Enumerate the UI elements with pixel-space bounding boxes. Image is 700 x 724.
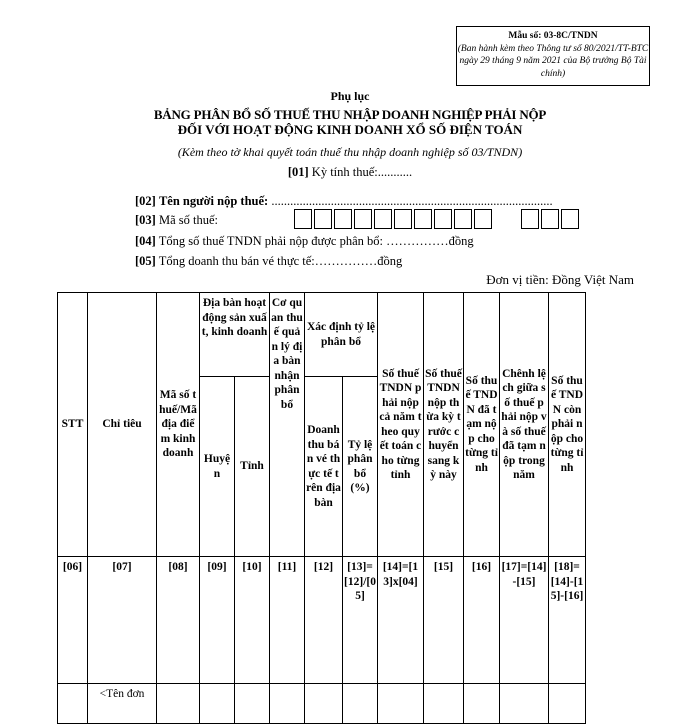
allocation-table bbox=[57, 292, 586, 724]
appendix-label: Phụ lục bbox=[330, 89, 370, 103]
taxid-row bbox=[135, 213, 218, 228]
row1-cell bbox=[270, 684, 305, 724]
currency-unit: Đơn vị tiền: Đồng Việt Nam bbox=[486, 272, 634, 287]
taxid-digit-box bbox=[294, 209, 312, 229]
colnum-07: [07] bbox=[88, 557, 157, 684]
header-doanh-thu: Doanh thu bán vé thực tế trên địa bàn bbox=[305, 377, 343, 557]
taxid-digit-box bbox=[354, 209, 372, 229]
header-col-15: Số thuế TNDN nộp thừa kỳ trước chuyển sang kỳ này bbox=[424, 293, 464, 557]
taxid-digit-box bbox=[474, 209, 492, 229]
header-stt: STT bbox=[58, 293, 88, 557]
total-tax-text: Tổng số thuế TNDN phải nộp được phân bổ: ……………đồng bbox=[158, 234, 474, 248]
row1-cell bbox=[464, 684, 500, 724]
colnum-14: [14]=[13]x[04] bbox=[378, 557, 424, 684]
total-tax-code: [04] bbox=[135, 234, 156, 248]
colnum-06: [06] bbox=[58, 557, 88, 684]
title-line-2: ĐỐI VỚI HOẠT ĐỘNG KINH DOANH XỔ SỐ ĐIỆN TOÁN bbox=[177, 122, 523, 137]
row1-cell bbox=[378, 684, 424, 724]
form-code-box bbox=[456, 26, 650, 86]
row1-cell bbox=[200, 684, 235, 724]
header-chi-tieu: Chỉ tiêu bbox=[88, 293, 157, 557]
taxid-digit-box bbox=[334, 209, 352, 229]
revenue-code: [05] bbox=[135, 254, 156, 268]
header-co-quan-thue: Cơ quan thuế quản lý địa bàn nhận phân bổ bbox=[270, 293, 305, 557]
form-note: (Ban hành kèm theo Thông tư số 80/2021/TT-BTC ngày 29 tháng 9 năm 2021 của Bộ trưởng Bộ Tài chính) bbox=[457, 43, 649, 79]
colnum-10: [10] bbox=[235, 557, 270, 684]
colnum-11: [11] bbox=[270, 557, 305, 684]
colnum-13: [13]=[12]/[05] bbox=[343, 557, 378, 684]
taxid-digit-box bbox=[541, 209, 559, 229]
total-tax-row bbox=[135, 234, 474, 249]
header-col-17: Chênh lệch giữa số thuế phải nộp và số thuế đã tạm nộp trong năm bbox=[500, 293, 549, 557]
header-col-16: Số thuế TNDN đã tạm nộp cho từng tỉnh bbox=[464, 293, 500, 557]
row1-cell bbox=[157, 684, 200, 724]
taxid-digit-box bbox=[394, 209, 412, 229]
tax-period bbox=[0, 165, 700, 180]
header-xac-dinh-ty-le: Xác định tỷ lệ phân bổ bbox=[305, 293, 378, 377]
row1-cell bbox=[235, 684, 270, 724]
row1-cell bbox=[549, 684, 586, 724]
colnum-18: [18]=[14]-[15]-[16] bbox=[549, 557, 586, 684]
taxpayer-row bbox=[135, 194, 553, 209]
taxid-digit-box bbox=[561, 209, 579, 229]
tax-period-text: Kỳ tính thuế:........... bbox=[311, 165, 413, 179]
colnum-12: [12] bbox=[305, 557, 343, 684]
header-tinh: Tỉnh bbox=[235, 377, 270, 557]
header-dia-ban: Địa bàn hoạt động sản xuất, kinh doanh bbox=[200, 293, 270, 377]
row1-stt bbox=[58, 684, 88, 724]
taxid-digit-box bbox=[434, 209, 452, 229]
taxid-code: [03] bbox=[135, 213, 156, 227]
taxid-digit-box bbox=[414, 209, 432, 229]
colnum-09: [09] bbox=[200, 557, 235, 684]
row1-cell bbox=[424, 684, 464, 724]
revenue-row bbox=[135, 254, 402, 269]
row1-chi-tieu: <Tên đơn bbox=[88, 684, 157, 724]
colnum-15: [15] bbox=[424, 557, 464, 684]
taxid-boxes-main bbox=[294, 209, 494, 229]
row1-cell bbox=[305, 684, 343, 724]
row1-cell bbox=[343, 684, 378, 724]
taxid-digit-box bbox=[454, 209, 472, 229]
header-col-14: Số thuế TNDN phải nộp cả năm theo quyết toán cho từng tỉnh bbox=[378, 293, 424, 557]
header-ty-le: Tỷ lệ phân bổ (%) bbox=[343, 377, 378, 557]
revenue-text: Tổng doanh thu bán vé thực tế:……………đồng bbox=[158, 254, 403, 268]
taxid-digit-box bbox=[374, 209, 392, 229]
taxid-label: Mã số thuế: bbox=[158, 213, 218, 227]
header-huyen: Huyện bbox=[200, 377, 235, 557]
colnum-17: [17]=[14]-[15] bbox=[500, 557, 549, 684]
colnum-16: [16] bbox=[464, 557, 500, 684]
form-code: Mẫu số: 03-8C/TNDN bbox=[508, 31, 598, 41]
header-col-18: Số thuế TNDN còn phải nộp cho từng tỉnh bbox=[549, 293, 586, 557]
header-ma-so-thue: Mã số thuế/Mã địa điểm kinh doanh bbox=[157, 293, 200, 557]
taxpayer-code: [02] bbox=[135, 194, 156, 208]
colnum-08: [08] bbox=[157, 557, 200, 684]
subtitle: (Kèm theo tờ khai quyết toán thuế thu nhập doanh nghiệp số 03/TNDN) bbox=[177, 145, 523, 159]
row1-cell bbox=[500, 684, 549, 724]
taxid-digit-box bbox=[314, 209, 332, 229]
title-line-1: BẢNG PHÂN BỔ SỐ THUẾ THU NHẬP DOANH NGHIỆP PHẢI NỘP bbox=[153, 107, 547, 122]
tax-period-code: [01] bbox=[287, 165, 309, 179]
taxid-digit-box bbox=[521, 209, 539, 229]
taxpayer-dots: .......................................................................................... bbox=[271, 194, 553, 208]
taxid-boxes-branch bbox=[521, 209, 581, 229]
taxpayer-label: Tên người nộp thuế: bbox=[158, 194, 269, 208]
